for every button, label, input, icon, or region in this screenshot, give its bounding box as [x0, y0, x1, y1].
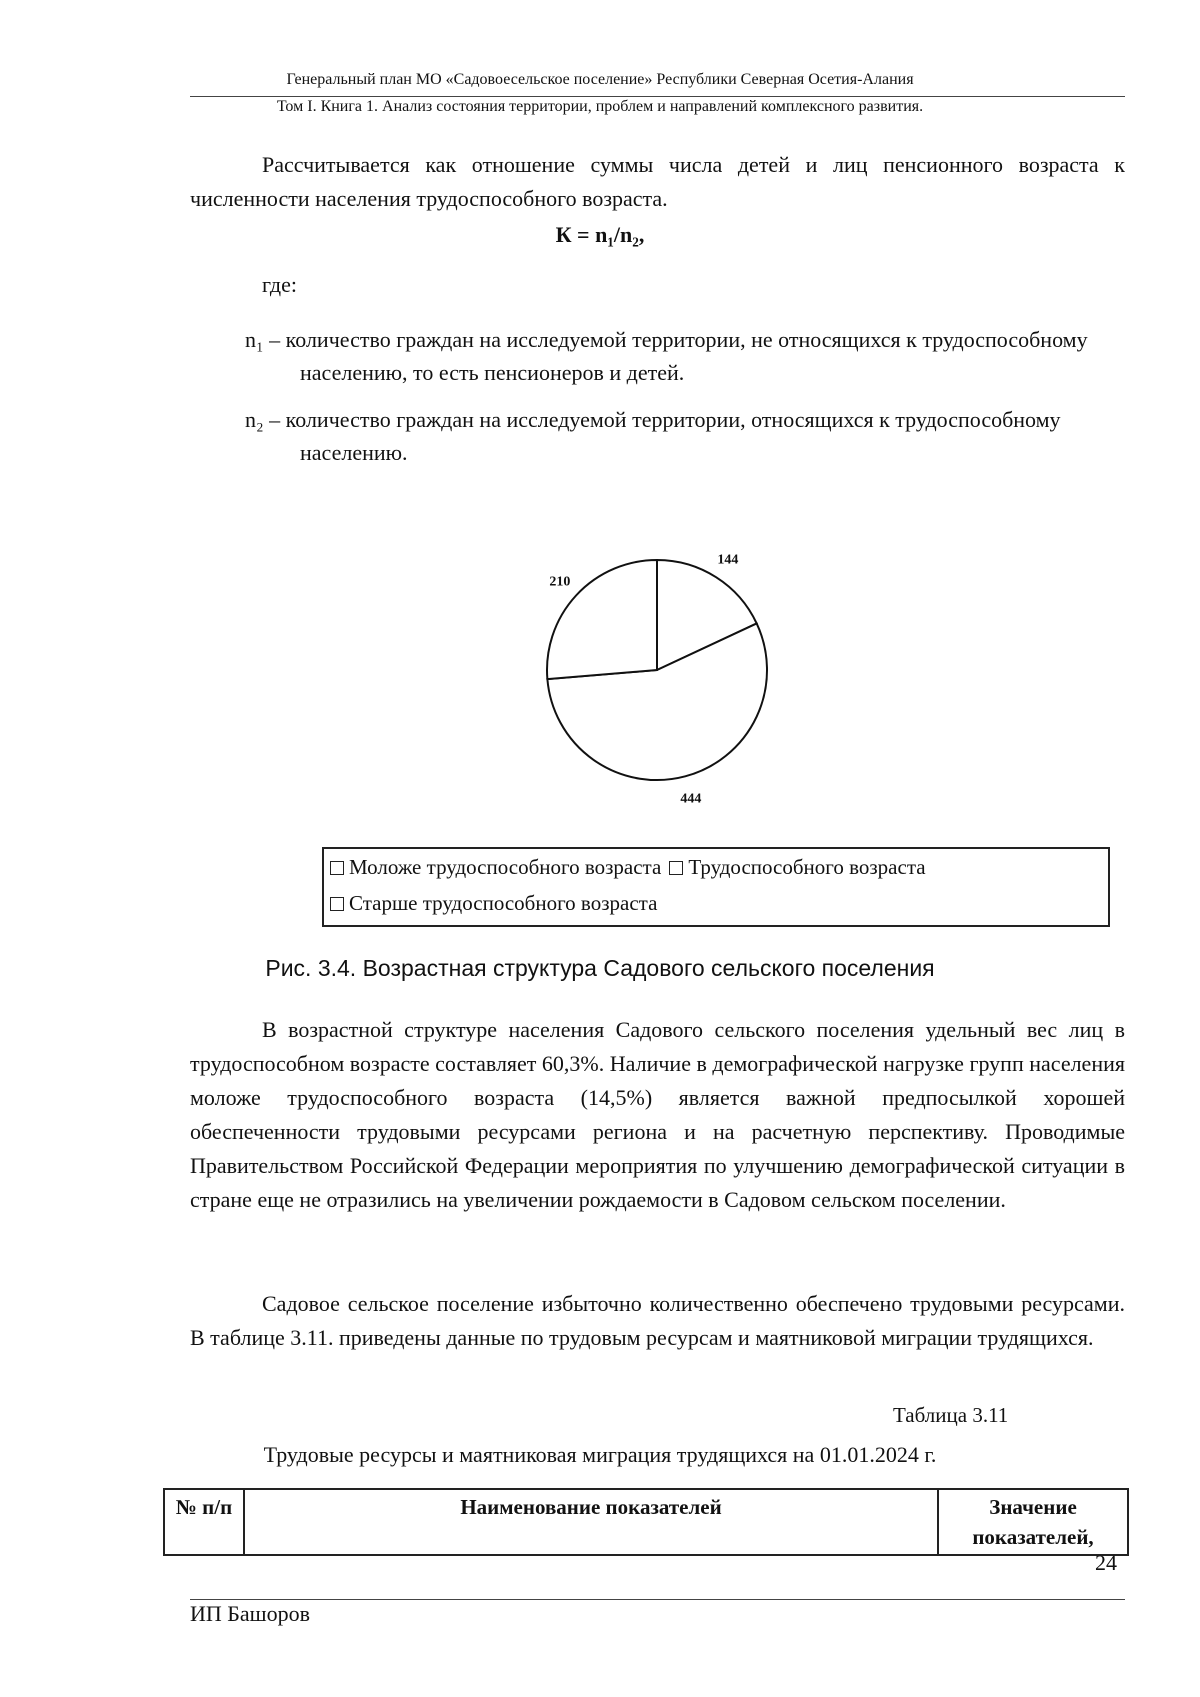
page-number: 24 [1095, 1550, 1117, 1575]
pie-label-younger: 144 [717, 552, 739, 568]
formula: К = n₁/n₂, [555, 222, 645, 247]
table-header-value: Значение показателей, [938, 1489, 1128, 1555]
chart-legend [322, 847, 1110, 927]
table-header-number: № п/п [164, 1489, 244, 1555]
intro-paragraph: Рассчитывается как отношение суммы числа детей и лиц пенсионного возраста к численности населения трудоспособного возраста. [190, 152, 1125, 211]
definition-n2: n₂ – количество граждан на исследуемой территории, относящихся к трудоспособному населению. [245, 407, 1061, 465]
legend-item-younger [330, 855, 661, 880]
legend-label-younger: Моложе трудоспособного возраста [349, 855, 662, 879]
body-paragraph-1: В возрастной структуре населения Садового сельского поселения удельный вес лиц в трудоспособном возрасте составляет 60,3%. Наличие в демографической нагрузке групп населения моложе трудоспособного возраста (14,5%) является важной предпосылкой хорошей обеспеченности трудовыми ресурсами региона и на расчетную перспективу. Проводимые Правительством Российской Федерации мероприятия по улучшению демографической ситуации в стране еще не отразились на увеличении рождаемости в Садовом сельском поселении. [190, 1017, 1125, 1212]
table-title: Трудовые ресурсы и маятниковая миграция трудящихся на 01.01.2024 г. [263, 1442, 937, 1467]
table-number: Таблица 3.11 [893, 1403, 1009, 1427]
legend-item-working [669, 855, 925, 880]
table-header-name: Наименование показателей [244, 1489, 938, 1555]
pie-label-working: 444 [680, 791, 702, 807]
legend-label-older: Старше трудоспособного возраста [349, 891, 658, 915]
table-header-row [164, 1489, 1128, 1555]
figure-caption: Рис. 3.4. Возрастная структура Садового сельского поселения [265, 955, 935, 981]
body-paragraph-2: Садовое сельское поселение избыточно количественно обеспечено трудовыми ресурсами. В таблице 3.11. приведены данные по трудовым ресурсам и маятниковой миграции трудящихся. [190, 1291, 1125, 1350]
header-title: Генеральный план МО «Садовоесельское поселение» Республики Северная Осетия-Алания [286, 71, 914, 88]
where-label: где: [262, 272, 297, 297]
footer-rule [190, 1599, 1125, 1600]
pie-label-older: 210 [549, 574, 571, 590]
pie-chart [0, 0, 1200, 840]
definition-n1: n₁ – количество граждан на исследуемой территории, не относящихся к трудоспособному населению, то есть пенсионеров и детей. [245, 327, 1088, 385]
legend-label-working: Трудоспособного возраста [688, 855, 926, 879]
legend-swatch-older [330, 897, 344, 911]
legend-swatch-younger [330, 861, 344, 875]
header-subtitle: Том I. Книга 1. Анализ состояния территории, проблем и направлений комплексного развития. [276, 98, 924, 115]
workforce-table [163, 1488, 1129, 1556]
legend-item-older [330, 891, 657, 916]
footer-author: ИП Башоров [190, 1601, 311, 1626]
legend-swatch-working [669, 861, 683, 875]
